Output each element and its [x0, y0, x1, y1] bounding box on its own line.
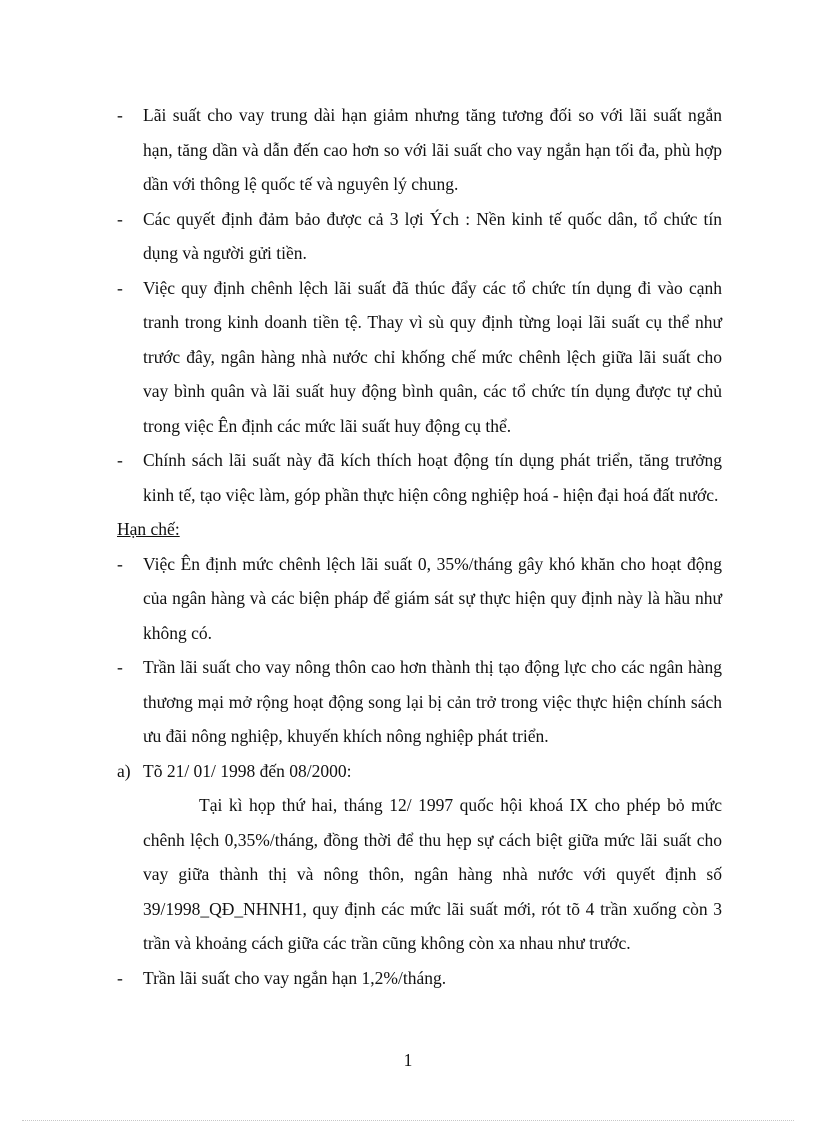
bullet-dash: - [117, 450, 123, 470]
list-item-text: Các quyết định đảm bảo được cả 3 lợi Ých : Nền kinh tế quốc dân, tổ chức tín dụng và người gửi tiền. [143, 208, 722, 263]
list-item-text: Việc Ên định mức chênh lệch lãi suất 0, 35%/tháng gây khó khăn cho hoạt động của ngân hàng và các biện pháp để giám sát sự thực hiện quy định này là hầu như không có. [143, 553, 722, 643]
list-item-text: Việc quy định chênh lệch lãi suất đã thúc đẩy các tổ chức tín dụng đi vào cạnh tranh trong kinh doanh tiền tệ. Thay vì sù quy định từng loại lãi suất cụ thể như trước đây, ngân hàng nhà nước chỉ khống chế mức chênh lệch giữa lãi suất cho vay bình quân và lãi suất huy động bình quân, các tổ chức tín dụng được tự chủ trong việc Ên định các mức lãi suất huy động cụ thể. [143, 277, 722, 436]
list-item [117, 271, 722, 444]
bullet-dash: - [117, 277, 123, 298]
list-item-text: Trần lãi suất cho vay nông thôn cao hơn thành thị tạo động lực cho các ngân hàng thương mại mở rộng hoạt động song lại bị cản trở trong việc thực hiện chính sách ưu đãi nông nghiệp, khuyến khích nông nghiệp phát triển. [143, 657, 722, 746]
list-item-text: Lãi suất cho vay trung dài hạn giảm nhưng tăng tương đối so với lãi suất ngắn hạn, tăng dần và dẫn đến cao hơn so với lãi suất cho vay ngắn hạn tối đa, phù hợp dần với thông lệ quốc tế và nguyên lý chung. [143, 105, 722, 194]
section-marker: a) [117, 760, 131, 781]
list-item [117, 202, 722, 271]
bullet-dash: - [117, 208, 123, 229]
body-paragraph: Tại kì họp thứ hai, tháng 12/ 1997 quốc hội khoá IX cho phép bỏ mức chênh lệch 0,35%/tháng, đồng thời để thu hẹp sự cách biệt giữa mức lãi suất cho vay giữa thành thị và nông thôn, ngân hàng nhà nước với quyết định số 39/1998_QĐ_NHNH1, quy định các mức lãi suất mới, rót tõ 4 trần xuống còn 3 trần và khoảng cách giữa các trần cũng không còn xa nhau như trước. [143, 795, 722, 953]
section-title: Tõ 21/ 01/ 1998 đến 08/2000: [143, 760, 352, 781]
list-item [117, 443, 722, 512]
limitations-heading: Hạn chế: [117, 519, 180, 539]
bullet-dash: - [117, 105, 123, 125]
page-number: 1 [403, 1050, 413, 1070]
list-item [117, 547, 722, 651]
bullet-dash: - [117, 967, 123, 988]
bullet-dash: - [117, 657, 123, 677]
list-item [117, 98, 722, 202]
list-item [117, 961, 722, 996]
list-item-text: Chính sách lãi suất này đã kích thích hoạt động tín dụng phát triển, tăng trưởng kinh tế, tạo việc làm, góp phần thực hiện công nghiệp hoá - hiện đại hoá đất nước. [143, 450, 722, 505]
section-heading [117, 754, 722, 789]
page-bottom-divider [22, 1120, 794, 1121]
page-content [117, 98, 722, 995]
bullet-dash: - [117, 553, 123, 574]
list-item [117, 650, 722, 754]
list-item-text: Trần lãi suất cho vay ngắn hạn 1,2%/tháng. [143, 967, 447, 988]
